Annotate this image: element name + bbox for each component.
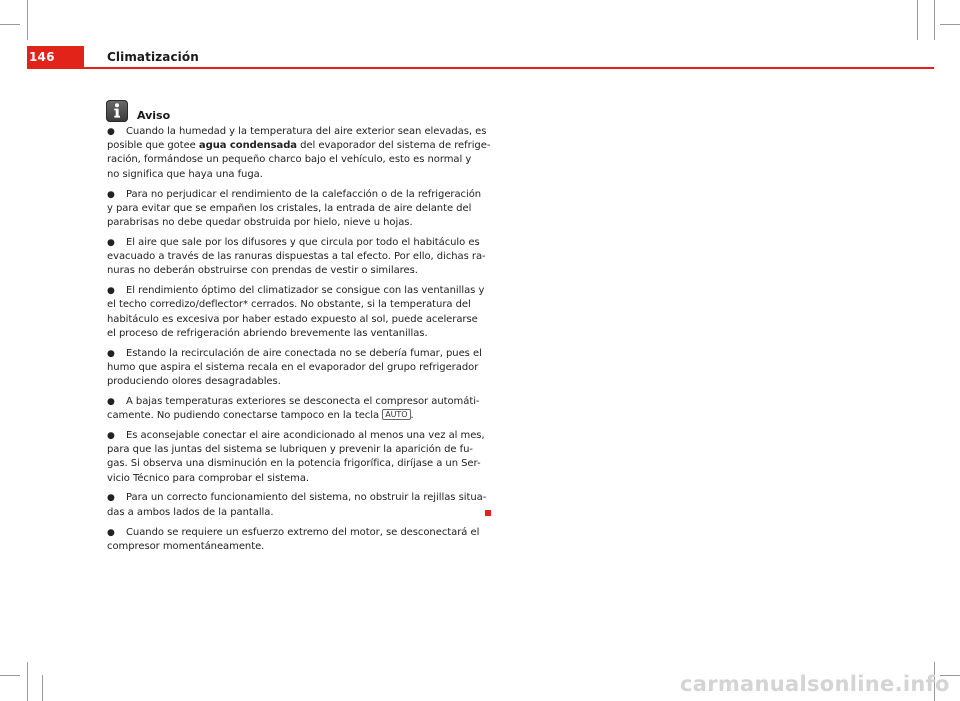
text-span: El rendimiento óptimo del climatizador se consigue con las ventanillas y [126, 285, 485, 297]
page-header [0, 0, 960, 70]
text-line: humo que aspira el sistema recala en el evaporador del grupo refrigerador [107, 361, 479, 373]
text-line: el techo corredizo/deflector* cerrados. No obstante, si la temperatura del [107, 299, 471, 311]
list-item [107, 395, 480, 423]
text-line: parabrisas no debe quedar obstruida por hielo, nieve u hojas. [107, 216, 413, 228]
bullet: ● [107, 396, 115, 407]
text-line: das a ambos lados de la pantalla. [107, 506, 274, 518]
text-line: no significa que haya una fuga. [107, 168, 263, 180]
text-span: Cuando se requiere un esfuerzo extremo del motor, se desconectará el [126, 526, 480, 538]
text-line: y para evitar que se empañen los cristales, la entrada de aire delante del [107, 202, 472, 214]
text-line [107, 284, 485, 298]
text-span: Es aconsejable conectar el aire acondicionado al menos una vez al mes, [126, 429, 485, 441]
text-span: del evaporador del sistema de refrige- [300, 140, 491, 152]
text-line [107, 491, 487, 505]
text-line [107, 526, 480, 540]
text-line: nuras no deberán obstruirse con prendas de vestir o similares. [107, 265, 418, 277]
text-line: produciendo olores desagradables. [107, 376, 281, 387]
text-line [107, 395, 480, 409]
bullet: ● [107, 348, 115, 359]
crop-mark [27, 662, 28, 701]
note-heading [106, 98, 170, 122]
note-title: Aviso [137, 109, 171, 122]
text-line: habitáculo es excesiva por haber estado expuesto al sol, puede acelerarse [107, 313, 478, 325]
emphasis-text: agua condensada [198, 140, 297, 152]
chapter-title: Climatización [107, 50, 199, 64]
text-line [107, 139, 491, 153]
header-rule [27, 67, 934, 69]
list-item [107, 491, 487, 519]
text-line [107, 429, 485, 443]
auto-key-label: AUTO [382, 409, 410, 420]
bullet: ● [107, 237, 115, 248]
list-item [107, 429, 485, 486]
text-span: Para no perjudicar el rendimiento de la calefacción o de la refrigeración [126, 188, 482, 200]
text-span: Para un correcto funcionamiento del sistema, no obstruir la rejillas situa- [126, 492, 487, 504]
bullet: ● [107, 189, 115, 200]
list-item [107, 284, 485, 341]
text-line [107, 409, 467, 423]
text-line: evacuado a través de las ranuras dispuestas a tal efecto. Por ello, dichas ra- [107, 251, 486, 262]
text-span: posible que gotee [107, 140, 199, 152]
watermark: carmanualsonline.info [680, 672, 950, 696]
text-line: el proceso de refrigeración abriendo brevemente las ventanillas. [107, 327, 428, 339]
crop-mark [0, 675, 20, 676]
text-line: para que las juntas del sistema se lubriquen y prevenir la aparición de fu- [107, 444, 473, 456]
list-item [107, 526, 480, 554]
bullet: ● [107, 527, 115, 538]
list-item [107, 125, 491, 182]
list-item [107, 188, 482, 231]
bullet: ● [107, 430, 115, 441]
bullet: ● [107, 493, 115, 504]
note-body [107, 125, 491, 560]
text-line [107, 188, 482, 202]
text-span: Estando la recirculación de aire conectada no se debería fumar, pues el [126, 347, 482, 359]
page-number: 146 [29, 50, 55, 64]
text-span: El aire que sale por los difusores y que circula por todo el habitáculo es [126, 236, 480, 248]
info-icon [106, 100, 128, 122]
text-span: A bajas temperaturas exteriores se desconecta el compresor automáti- [126, 395, 480, 407]
text-span: Cuando la humedad y la temperatura del aire exterior sean elevadas, es [126, 126, 487, 137]
text-line: compresor momentáneamente. [107, 540, 265, 552]
text-span: . [410, 410, 414, 422]
text-line [107, 236, 480, 250]
bullet: ● [107, 286, 115, 297]
crop-mark [42, 675, 43, 701]
text-line: vicio Técnico para comprobar el sistema. [107, 472, 310, 484]
list-item [107, 236, 486, 279]
text-line: ración, formándose un pequeño charco bajo el vehículo, esto es normal y [107, 154, 472, 166]
end-of-section-mark [485, 510, 491, 516]
text-line: gas. Si observa una disminución en la potencia frigorífica, diríjase a un Ser- [107, 458, 481, 470]
text-span: camente. No pudiendo conectarse tampoco en la tecla [107, 410, 383, 422]
bullet: ● [107, 127, 115, 137]
text-line [107, 125, 487, 139]
text-line [107, 347, 482, 361]
list-item [107, 347, 482, 390]
